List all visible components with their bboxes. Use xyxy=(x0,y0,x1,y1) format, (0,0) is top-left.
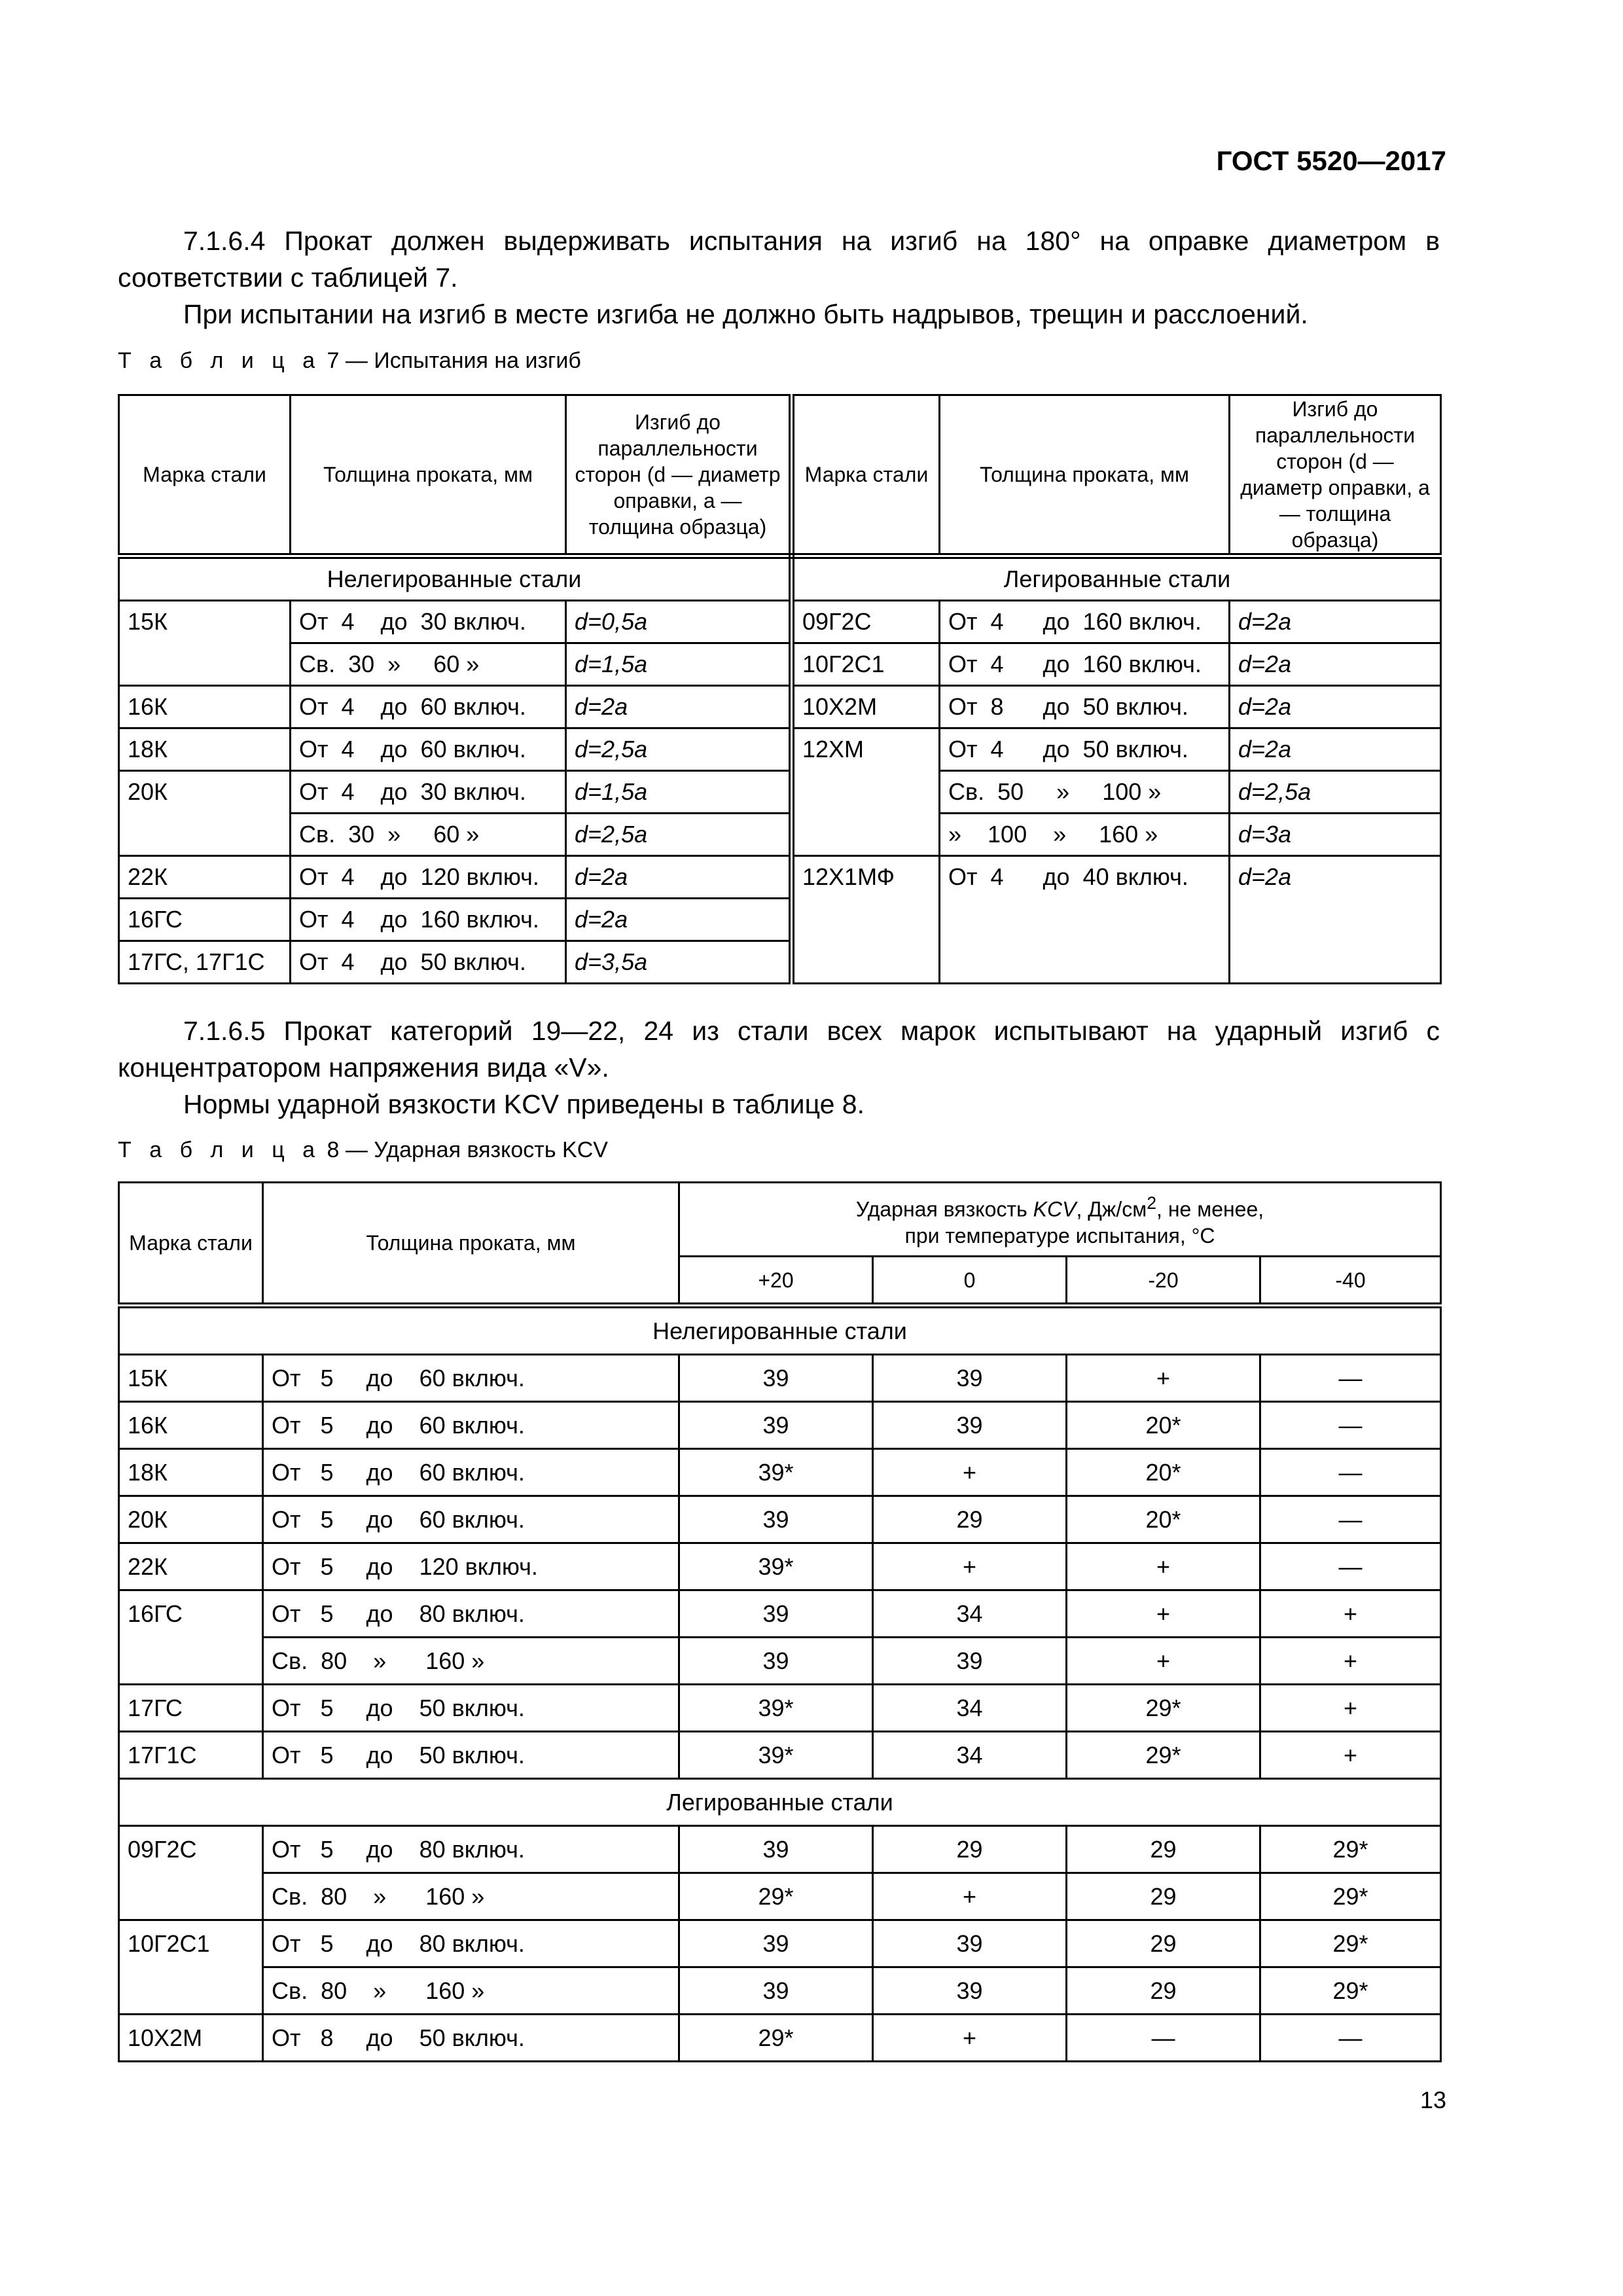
table8-section-unalloyed: Нелегированные стали xyxy=(119,1306,1441,1355)
range-cell: От 4 до 60 включ. xyxy=(291,686,566,728)
table-row xyxy=(119,1402,1441,1449)
table7-section-unalloyed: Нелегированные стали xyxy=(119,556,792,601)
bend-cell: d=3a xyxy=(1230,814,1441,856)
grade-cell: 18К xyxy=(119,728,291,771)
value-cell: 29* xyxy=(679,2015,873,2062)
bend-cell: d=2a xyxy=(1230,856,1441,984)
range-cell: От 5 до 80 включ. xyxy=(263,1920,679,1967)
range-cell: От 5 до 60 включ. xyxy=(263,1355,679,1402)
clause-7-1-6-4 xyxy=(118,223,1440,332)
value-cell: + xyxy=(873,2015,1067,2062)
table7-caption-text: 7 — Испытания на изгиб xyxy=(327,348,581,373)
table-row xyxy=(119,1873,1441,1920)
bend-cell: d=2a xyxy=(566,686,792,728)
value-cell: 29 xyxy=(1067,1826,1260,1873)
value-cell: + xyxy=(873,1543,1067,1590)
range-cell: Св. 30 » 60 » xyxy=(291,643,566,686)
value-cell: + xyxy=(1260,1590,1441,1638)
value-cell: 39 xyxy=(679,1826,873,1873)
value-cell: — xyxy=(1260,1449,1441,1496)
value-cell: + xyxy=(873,1873,1067,1920)
table8-head-temp: -40 xyxy=(1260,1257,1441,1306)
table7-caption xyxy=(118,348,581,374)
range-cell: От 4 до 50 включ. xyxy=(291,941,566,984)
value-cell: + xyxy=(1067,1355,1260,1402)
grade-cell: 16ГС xyxy=(119,1590,263,1685)
grade-cell: 16К xyxy=(119,686,291,728)
grade-cell: 17Г1С xyxy=(119,1732,263,1779)
table7 xyxy=(118,394,1442,984)
value-cell: + xyxy=(1067,1638,1260,1685)
range-cell: » 100 » 160 » xyxy=(940,814,1230,856)
value-cell: 39* xyxy=(679,1543,873,1590)
range-cell: От 5 до 60 включ. xyxy=(263,1449,679,1496)
bend-cell: d=3,5a xyxy=(566,941,792,984)
table-row xyxy=(119,814,1441,856)
table8-caption-prefix: Т а б л и ц а xyxy=(118,1138,321,1162)
grade-cell: 15К xyxy=(119,601,291,686)
table8-head-temp: 0 xyxy=(873,1257,1067,1306)
value-cell: + xyxy=(1260,1638,1441,1685)
clause-7-1-6-5 xyxy=(118,1013,1440,1122)
range-cell: Св. 30 » 60 » xyxy=(291,814,566,856)
table-row xyxy=(119,643,1441,686)
clause-7-1-6-4-note: При испытании на изгиб в месте изгиба не должно быть надрывов, трещин и расслоений. xyxy=(183,299,1308,329)
table7-head-thickness: Толщина проката, мм xyxy=(291,395,566,556)
grade-cell: 17ГС, 17Г1С xyxy=(119,941,291,984)
table8-head-kcv: Ударная вязкость KCV, $Дж/см^2$, не менее, при температуре испытания, °С xyxy=(679,1183,1441,1257)
table-row xyxy=(119,728,1441,771)
grade-cell: 20К xyxy=(119,771,291,856)
value-cell: 39 xyxy=(679,1355,873,1402)
grade-cell: 18К xyxy=(119,1449,263,1496)
value-cell: 20* xyxy=(1067,1496,1260,1543)
table8 xyxy=(118,1181,1442,2062)
value-cell: 39 xyxy=(679,1402,873,1449)
clause-7-1-6-4-text: 7.1.6.4 Прокат должен выдерживать испытания на изгиб на 180° на оправке диаметром в соответствии с таблицей 7. xyxy=(118,226,1440,293)
table-row xyxy=(119,1543,1441,1590)
range-cell: Св. 80 » 160 » xyxy=(263,1638,679,1685)
range-cell: От 5 до 80 включ. xyxy=(263,1826,679,1873)
bend-cell: d=2a xyxy=(1230,728,1441,771)
bend-cell: d=1,5a xyxy=(566,771,792,814)
value-cell: + xyxy=(1260,1732,1441,1779)
grade-cell: 09Г2С xyxy=(119,1826,263,1920)
value-cell: 39 xyxy=(679,1496,873,1543)
value-cell: 34 xyxy=(873,1732,1067,1779)
table7-section-alloyed: Легированные стали xyxy=(792,556,1441,601)
table-row xyxy=(119,1685,1441,1732)
value-cell: 39 xyxy=(873,1402,1067,1449)
bend-cell: d=2a xyxy=(566,899,792,941)
bend-cell: d=2a xyxy=(1230,643,1441,686)
table7-head-bend-2: Изгиб до параллельности сторон (d — диаметр оправки, a — толщина образца) xyxy=(1230,395,1441,556)
table8-caption-text: 8 — Ударная вязкость KCV xyxy=(327,1138,608,1162)
range-cell: От 4 до 30 включ. xyxy=(291,601,566,643)
table7-caption-prefix: Т а б л и ц а xyxy=(118,348,321,373)
range-cell: От 4 до 30 включ. xyxy=(291,771,566,814)
table8-section-alloyed: Легированные стали xyxy=(119,1779,1441,1826)
grade-cell: 09Г2С xyxy=(792,601,940,643)
document-code: ГОСТ 5520—2017 xyxy=(1216,145,1446,176)
value-cell: 39* xyxy=(679,1685,873,1732)
value-cell: 29* xyxy=(1260,1920,1441,1967)
table-row xyxy=(119,1355,1441,1402)
value-cell: 39 xyxy=(873,1355,1067,1402)
value-cell: 39 xyxy=(679,1638,873,1685)
table8-head-grade: Марка стали xyxy=(119,1183,263,1306)
table-row xyxy=(119,2015,1441,2062)
grade-cell: 22К xyxy=(119,1543,263,1590)
grade-cell: 10Х2М xyxy=(119,2015,263,2062)
table8-head-thickness: Толщина проката, мм xyxy=(263,1183,679,1306)
grade-cell: 22К xyxy=(119,856,291,899)
table7-head-grade: Марка стали xyxy=(119,395,291,556)
value-cell: 29* xyxy=(1260,1826,1441,1873)
table8-head-temp: -20 xyxy=(1067,1257,1260,1306)
grade-cell: 20К xyxy=(119,1496,263,1543)
table-row xyxy=(119,686,1441,728)
value-cell: 39* xyxy=(679,1732,873,1779)
grade-cell: 10Г2С1 xyxy=(792,643,940,686)
range-cell: Св. 50 » 100 » xyxy=(940,771,1230,814)
bend-cell: d=2a xyxy=(566,856,792,899)
value-cell: 39* xyxy=(679,1449,873,1496)
range-cell: Св. 80 » 160 » xyxy=(263,1967,679,2015)
table8-head-temp: +20 xyxy=(679,1257,873,1306)
value-cell: 29 xyxy=(1067,1920,1260,1967)
grade-cell: 17ГС xyxy=(119,1685,263,1732)
bend-cell: d=2a xyxy=(1230,601,1441,643)
value-cell: 39 xyxy=(679,1967,873,2015)
table-row xyxy=(119,601,1441,643)
value-cell: + xyxy=(873,1449,1067,1496)
table-row xyxy=(119,1590,1441,1638)
value-cell: 34 xyxy=(873,1685,1067,1732)
grade-cell: 12ХМ xyxy=(792,728,940,856)
table-row xyxy=(119,1732,1441,1779)
range-cell: От 5 до 60 включ. xyxy=(263,1402,679,1449)
value-cell: 29* xyxy=(1260,1967,1441,2015)
range-cell: Св. 80 » 160 » xyxy=(263,1873,679,1920)
bend-cell: d=2,5a xyxy=(1230,771,1441,814)
value-cell: 29 xyxy=(873,1826,1067,1873)
range-cell: От 4 до 120 включ. xyxy=(291,856,566,899)
value-cell: 20* xyxy=(1067,1402,1260,1449)
table-row xyxy=(119,1967,1441,2015)
value-cell: 29 xyxy=(1067,1967,1260,2015)
page-number: 13 xyxy=(1419,2087,1446,2113)
table-row xyxy=(119,771,1441,814)
grade-cell: 12Х1МФ xyxy=(792,856,940,984)
clause-7-1-6-5-text: 7.1.6.5 Прокат категорий 19—22, 24 из стали всех марок испытывают на ударный изгиб с концентратором напряжения вида «V». xyxy=(118,1016,1440,1083)
range-cell: От 4 до 60 включ. xyxy=(291,728,566,771)
grade-cell: 15К xyxy=(119,1355,263,1402)
table-row xyxy=(119,1496,1441,1543)
table-row xyxy=(119,1920,1441,1967)
value-cell: 39 xyxy=(679,1590,873,1638)
table-row xyxy=(119,1826,1441,1873)
value-cell: 20* xyxy=(1067,1449,1260,1496)
bend-cell: d=1,5a xyxy=(566,643,792,686)
range-cell: От 4 до 160 включ. xyxy=(291,899,566,941)
grade-cell: 16К xyxy=(119,1402,263,1449)
value-cell: 39 xyxy=(873,1638,1067,1685)
value-cell: — xyxy=(1067,2015,1260,2062)
value-cell: 29 xyxy=(873,1496,1067,1543)
table7-head-bend: Изгиб до параллельности сторон (d — диаметр оправки, a — толщина образца) xyxy=(566,395,792,556)
range-cell: От 4 до 50 включ. xyxy=(940,728,1230,771)
value-cell: — xyxy=(1260,1543,1441,1590)
range-cell: От 5 до 80 включ. xyxy=(263,1590,679,1638)
value-cell: 29* xyxy=(1067,1685,1260,1732)
grade-cell: 16ГС xyxy=(119,899,291,941)
table-row xyxy=(119,856,1441,899)
table-row xyxy=(119,1449,1441,1496)
value-cell: + xyxy=(1067,1543,1260,1590)
value-cell: 29 xyxy=(1067,1873,1260,1920)
range-cell: От 8 до 50 включ. xyxy=(940,686,1230,728)
grade-cell: 10Х2М xyxy=(792,686,940,728)
value-cell: 29* xyxy=(1260,1873,1441,1920)
range-cell: От 5 до 50 включ. xyxy=(263,1685,679,1732)
clause-7-1-6-5-note: Нормы ударной вязкости KCV приведены в таблице 8. xyxy=(183,1089,865,1119)
value-cell: — xyxy=(1260,1355,1441,1402)
range-cell: От 8 до 50 включ. xyxy=(263,2015,679,2062)
range-cell: От 5 до 120 включ. xyxy=(263,1543,679,1590)
range-cell: От 4 до 160 включ. xyxy=(940,643,1230,686)
table7-head-thickness-2: Толщина проката, мм xyxy=(940,395,1230,556)
value-cell: + xyxy=(1260,1685,1441,1732)
value-cell: 34 xyxy=(873,1590,1067,1638)
bend-cell: d=2,5a xyxy=(566,728,792,771)
table7-head-grade-2: Марка стали xyxy=(792,395,940,556)
range-cell: От 5 до 50 включ. xyxy=(263,1732,679,1779)
table-row xyxy=(119,1638,1441,1685)
range-cell: От 5 до 60 включ. xyxy=(263,1496,679,1543)
bend-cell: d=0,5a xyxy=(566,601,792,643)
grade-cell: 10Г2С1 xyxy=(119,1920,263,2015)
value-cell: + xyxy=(1067,1590,1260,1638)
bend-cell: d=2a xyxy=(1230,686,1441,728)
value-cell: — xyxy=(1260,1496,1441,1543)
value-cell: 39 xyxy=(679,1920,873,1967)
range-cell: От 4 до 160 включ. xyxy=(940,601,1230,643)
value-cell: — xyxy=(1260,1402,1441,1449)
value-cell: — xyxy=(1260,2015,1441,2062)
table8-caption xyxy=(118,1138,608,1163)
value-cell: 39 xyxy=(873,1967,1067,2015)
value-cell: 39 xyxy=(873,1920,1067,1967)
value-cell: 29* xyxy=(1067,1732,1260,1779)
range-cell: От 4 до 40 включ. xyxy=(940,856,1230,984)
value-cell: 29* xyxy=(679,1873,873,1920)
bend-cell: d=2,5a xyxy=(566,814,792,856)
